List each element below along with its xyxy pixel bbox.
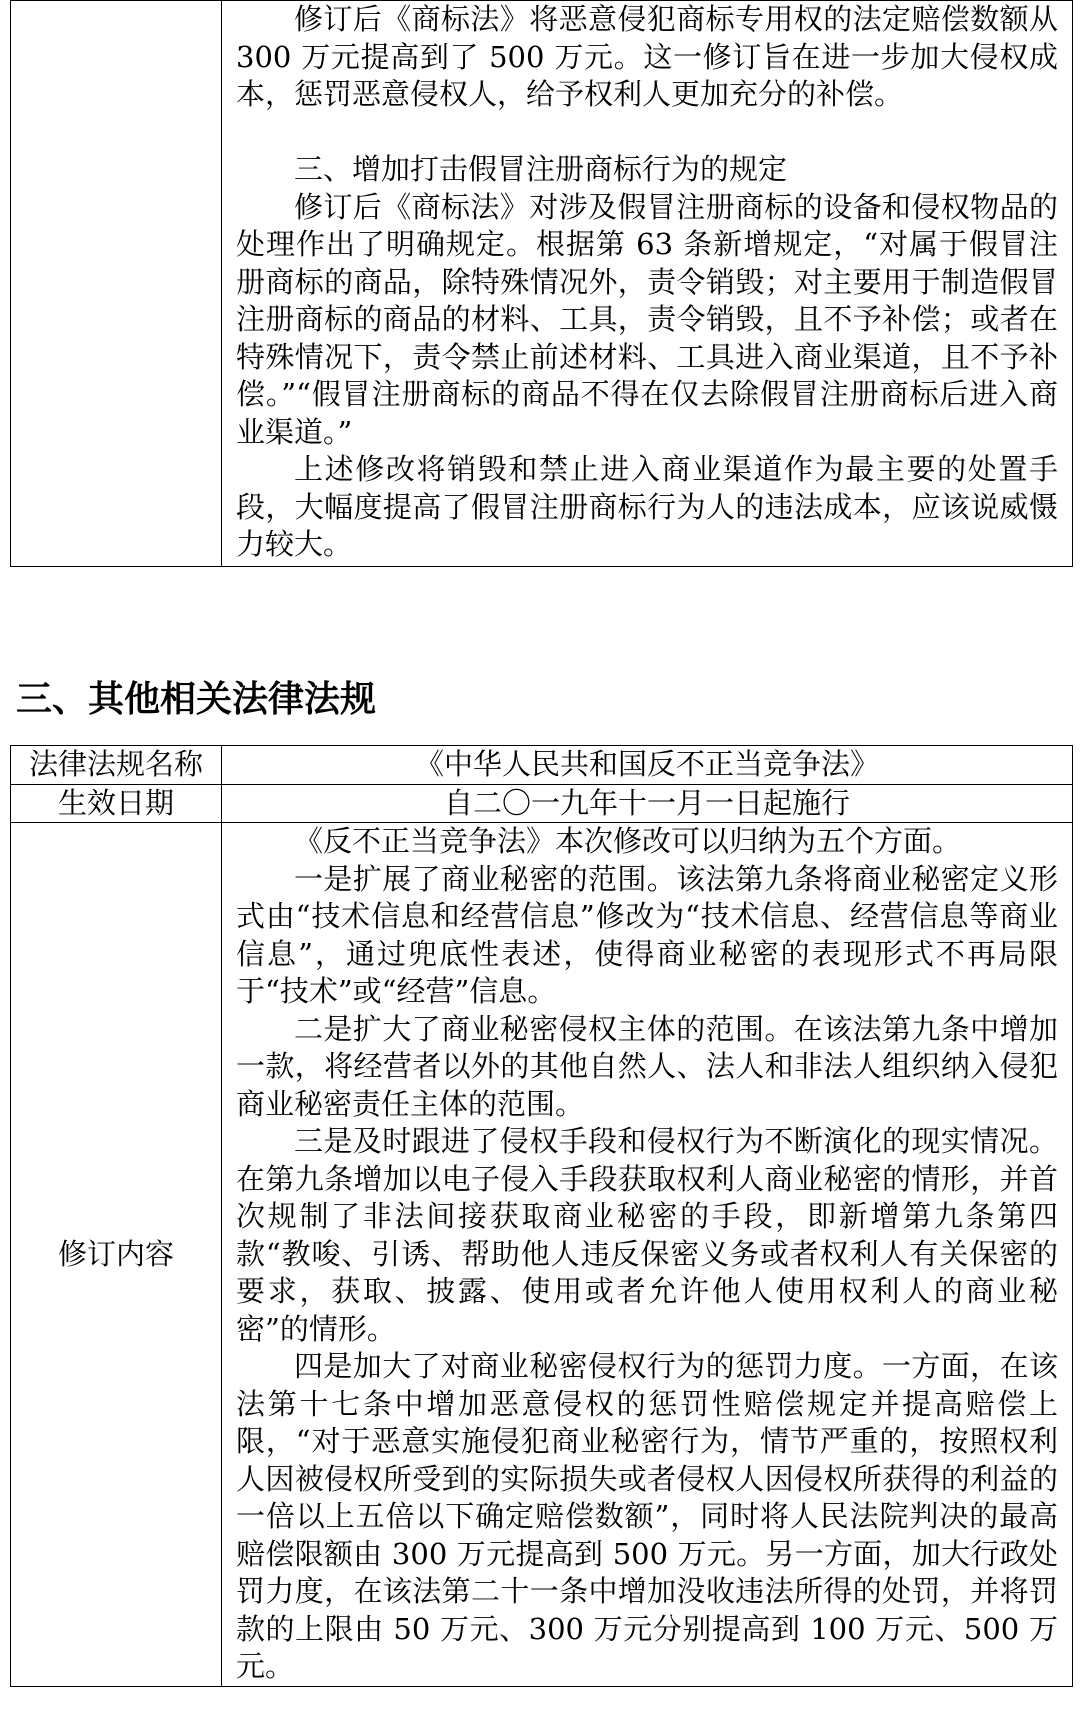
paragraph: 三是及时跟进了侵权手段和侵权行为不断演化的现实情况。在第九条增加以电子侵入手段获取权利人商业秘密的情形，并首次规制了非法间接获取商业秘密的手段，即新增第九条第四款“教唆、引诱、帮助他人违反保密义务或者权利人有关保密的要求，获取、披露、使用或者允许他人使用权利人的商业秘密”的情形。 — [236, 1124, 1058, 1346]
paragraph: 《反不正当竞争法》本次修改可以归纳为五个方面。 — [294, 824, 962, 858]
paragraph: 修订后《商标法》将恶意侵犯商标专用权的法定赔偿数额从 300 万元提高到了 500 万元。这一修订旨在进一步加大侵权成本，惩罚恶意侵权人，给予权利人更加充分的补偿。 — [236, 2, 1058, 111]
paragraph: 二是扩大了商业秘密侵权主体的范围。在该法第九条中增加一款，将经营者以外的其他自然人、法人和非法人组织纳入侵犯商业秘密责任主体的范围。 — [236, 1011, 1058, 1121]
paragraph: 一是扩展了商业秘密的范围。该法第九条将商业秘密定义形式由“技术信息和经营信息”修改为“技术信息、经营信息等商业信息”，通过兜底性表述，使得商业秘密的表现形式不再局限于“技术”或“经营”信息。 — [236, 861, 1058, 1008]
empty-label-cell — [11, 1, 222, 567]
effective-date-label: 生效日期 — [11, 784, 222, 823]
effective-date-value: 自二〇一九年十一月一日起施行 — [222, 784, 1073, 823]
unfair-competition-law-table — [10, 745, 1073, 1687]
paragraph: 四是加大了对商业秘密侵权行为的惩罚力度。一方面，在该法第十七条中增加恶意侵权的惩罚性赔偿规定并提高赔偿上限，“对于恶意实施侵犯商业秘密行为，情节严重的，按照权利人因被侵权所受到的实际损失或者侵权人因侵权所获得的利益的一倍以上五倍以下确定赔偿数额”，同时将人民法院判决的最高赔偿限额由 300 万元提高到 500 万元。另一方面，加大行政处罚力度，在该法第二十一条中增加没收违法所得的处罚，并将罚款的上限由 50 万元、300 万元分别提高到 100 万元、500 万元。 — [236, 1349, 1058, 1683]
paragraph: 上述修改将销毁和禁止进入商业渠道作为最主要的处置手段，大幅度提高了假冒注册商标行为人的违法成本，应该说威慑力较大。 — [236, 452, 1058, 561]
revision-content-label: 修订内容 — [11, 823, 222, 1687]
blank-line — [236, 114, 1058, 152]
law-name-value: 《中华人民共和国反不正当竞争法》 — [222, 746, 1073, 785]
revision-content-cell — [222, 1, 1073, 567]
subheading: 三、增加打击假冒注册商标行为的规定 — [294, 152, 788, 186]
law-name-label: 法律法规名称 — [11, 746, 222, 785]
section-heading: 三、其他相关法律法规 — [16, 679, 377, 720]
paragraph: 修订后《商标法》对涉及假冒注册商标的设备和侵权物品的处理作出了明确规定。根据第 63 条新增规定，“对属于假冒注册商标的商品，除特殊情况外，责令销毁；对主要用于制造假冒注册商标的商品的材料、工具，责令销毁，且不予补偿；或者在特殊情况下，责令禁止前述材料、工具进入商业渠道，且不予补偿。”“假冒注册商标的商品不得在仅去除假冒注册商标后进入商业渠道。” — [236, 189, 1058, 449]
trademark-law-table-continued — [10, 0, 1073, 567]
revision-content-cell — [222, 823, 1073, 1687]
